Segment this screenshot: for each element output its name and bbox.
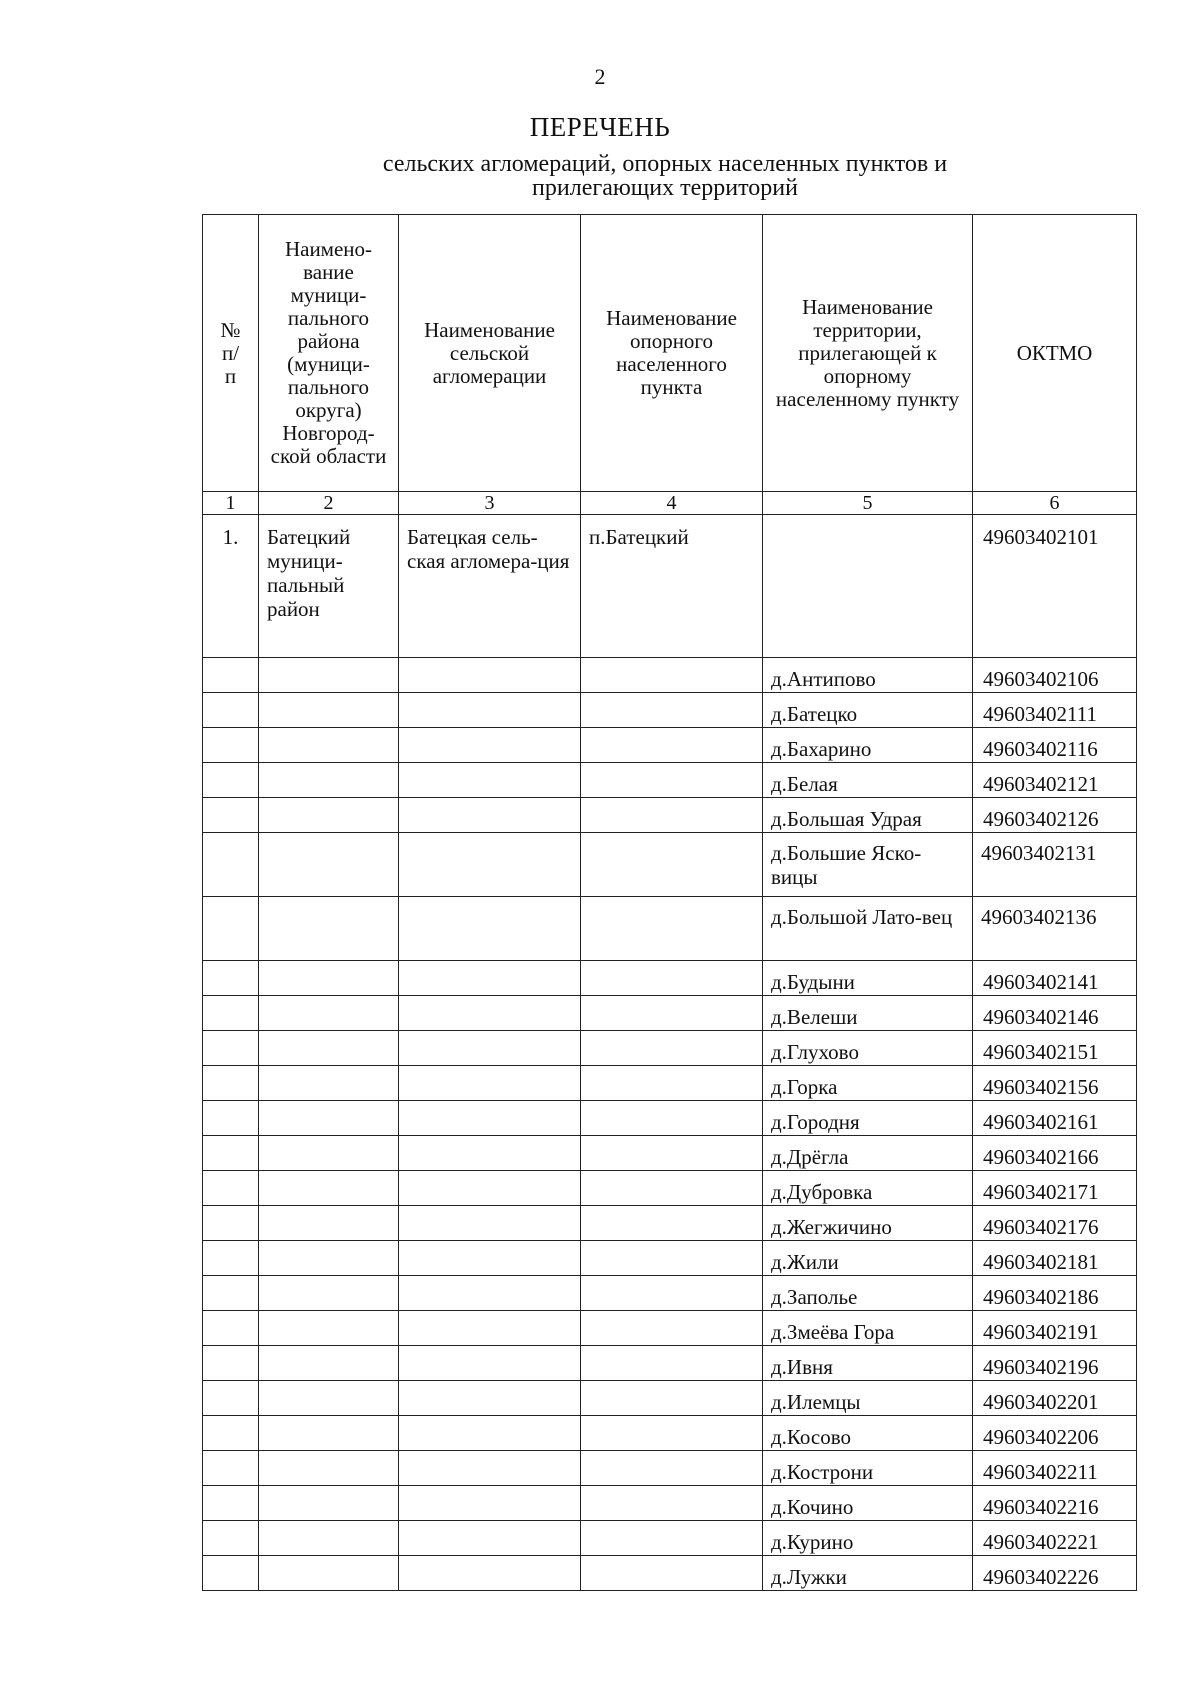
table-row xyxy=(203,798,1137,833)
support-point-cell xyxy=(581,833,763,897)
district-cell xyxy=(259,1346,399,1381)
row-number xyxy=(203,1416,259,1451)
territory-cell: д.Дубровка xyxy=(763,1171,973,1206)
agglomeration-cell xyxy=(399,961,581,996)
territory-cell: д.Городня xyxy=(763,1101,973,1136)
column-number: 1 xyxy=(203,492,259,515)
table-row xyxy=(203,996,1137,1031)
column-number: 5 xyxy=(763,492,973,515)
table-row xyxy=(203,1381,1137,1416)
column-number: 2 xyxy=(259,492,399,515)
header-territory: Наименование территории, прилегающей к опорному населенному пункту xyxy=(763,215,973,492)
oktmo-cell: 49603402181 xyxy=(973,1241,1137,1276)
agglomeration-cell xyxy=(399,833,581,897)
oktmo-cell: 49603402131 xyxy=(973,833,1137,897)
territory-cell: д.Глухово xyxy=(763,1031,973,1066)
row-number xyxy=(203,1171,259,1206)
territory-cell: д.Горка xyxy=(763,1066,973,1101)
oktmo-cell: 49603402201 xyxy=(973,1381,1137,1416)
agglomeration-cell xyxy=(399,1451,581,1486)
territory-cell: д.Лужки xyxy=(763,1556,973,1591)
territory-cell: д.Антипово xyxy=(763,658,973,693)
support-point-cell xyxy=(581,1311,763,1346)
support-point-cell xyxy=(581,1241,763,1276)
header-oktmo: ОКТМО xyxy=(973,215,1137,492)
territory-cell: д.Будыни xyxy=(763,961,973,996)
table-row xyxy=(203,1521,1137,1556)
table-row xyxy=(203,1486,1137,1521)
table-row xyxy=(203,728,1137,763)
oktmo-cell: 49603402106 xyxy=(973,658,1137,693)
territory-cell: д.Кочино xyxy=(763,1486,973,1521)
support-point-cell xyxy=(581,728,763,763)
oktmo-cell: 49603402196 xyxy=(973,1346,1137,1381)
territory-cell: д.Большой Лато-вец xyxy=(763,897,973,961)
header-district: Наимено-вание муници-пального района (муници-пального округа) Новгород-ской области xyxy=(259,215,399,492)
oktmo-cell: 49603402116 xyxy=(973,728,1137,763)
territory-cell: д.Ивня xyxy=(763,1346,973,1381)
territory-cell: д.Илемцы xyxy=(763,1381,973,1416)
oktmo-cell: 49603402206 xyxy=(973,1416,1137,1451)
agglomeration-cell xyxy=(399,728,581,763)
support-point-cell xyxy=(581,763,763,798)
agglomeration-cell xyxy=(399,897,581,961)
district-cell xyxy=(259,798,399,833)
table-row xyxy=(203,1416,1137,1451)
district-cell xyxy=(259,1241,399,1276)
row-number xyxy=(203,1136,259,1171)
row-number: 1. xyxy=(203,515,259,658)
table-row xyxy=(203,1031,1137,1066)
district-cell xyxy=(259,961,399,996)
agglomeration-cell xyxy=(399,1556,581,1591)
agglomeration-cell xyxy=(399,1381,581,1416)
agglomeration-cell xyxy=(399,1521,581,1556)
row-number xyxy=(203,1206,259,1241)
table-row xyxy=(203,833,1137,897)
table-header-row xyxy=(203,215,1137,492)
agglomeration-cell xyxy=(399,996,581,1031)
column-number: 4 xyxy=(581,492,763,515)
territory-cell: д.Змеёва Гора xyxy=(763,1311,973,1346)
row-number xyxy=(203,833,259,897)
table-row xyxy=(203,1276,1137,1311)
agglomeration-cell xyxy=(399,1171,581,1206)
agglomeration-table xyxy=(202,214,1137,1591)
row-number xyxy=(203,728,259,763)
agglomeration-cell xyxy=(399,1346,581,1381)
support-point-cell xyxy=(581,1136,763,1171)
support-point-cell xyxy=(581,1101,763,1136)
table-row xyxy=(203,1346,1137,1381)
agglomeration-cell xyxy=(399,1486,581,1521)
territory-cell: д.Большая Удрая xyxy=(763,798,973,833)
oktmo-cell: 49603402176 xyxy=(973,1206,1137,1241)
agglomeration-cell xyxy=(399,693,581,728)
agglomeration-cell xyxy=(399,1311,581,1346)
support-point-cell xyxy=(581,693,763,728)
territory-cell: д.Батецко xyxy=(763,693,973,728)
territory-cell: д.Курино xyxy=(763,1521,973,1556)
territory-cell: д.Белая xyxy=(763,763,973,798)
table-row xyxy=(203,1066,1137,1101)
agglomeration-cell xyxy=(399,1206,581,1241)
district-cell xyxy=(259,763,399,798)
oktmo-cell: 49603402191 xyxy=(973,1311,1137,1346)
agglomeration-cell xyxy=(399,1276,581,1311)
page-number: 2 xyxy=(594,64,606,89)
header-agglomeration: Наименование сельской агломерации xyxy=(399,215,581,492)
table-row xyxy=(203,1556,1137,1591)
table-row xyxy=(203,763,1137,798)
district-cell xyxy=(259,658,399,693)
header-number: № п/п xyxy=(203,215,259,492)
district-cell xyxy=(259,1416,399,1451)
territory-cell: д.Жегжичино xyxy=(763,1206,973,1241)
row-number xyxy=(203,1311,259,1346)
row-number xyxy=(203,1521,259,1556)
district-cell xyxy=(259,1136,399,1171)
row-number xyxy=(203,1241,259,1276)
oktmo-cell: 49603402156 xyxy=(973,1066,1137,1101)
row-number xyxy=(203,1066,259,1101)
agglomeration-cell xyxy=(399,658,581,693)
district-cell xyxy=(259,1311,399,1346)
support-point-cell xyxy=(581,1521,763,1556)
header-support-point: Наименование опорного населенного пункта xyxy=(581,215,763,492)
support-point-cell xyxy=(581,1416,763,1451)
table-row xyxy=(203,515,1137,658)
district-cell xyxy=(259,1521,399,1556)
row-number xyxy=(203,897,259,961)
support-point-cell xyxy=(581,1346,763,1381)
oktmo-cell: 49603402136 xyxy=(973,897,1137,961)
oktmo-cell: 49603402111 xyxy=(973,693,1137,728)
support-point-cell xyxy=(581,961,763,996)
column-number-row xyxy=(203,492,1137,515)
row-number xyxy=(203,1381,259,1416)
district-cell: Батецкий муници-пальный район xyxy=(259,515,399,658)
row-number xyxy=(203,1451,259,1486)
row-number xyxy=(203,658,259,693)
agglomeration-cell xyxy=(399,1066,581,1101)
oktmo-cell: 49603402221 xyxy=(973,1521,1137,1556)
territory-cell: д.Заполье xyxy=(763,1276,973,1311)
district-cell xyxy=(259,1171,399,1206)
table-row xyxy=(203,693,1137,728)
table-row xyxy=(203,1206,1137,1241)
table-row xyxy=(203,961,1137,996)
row-number xyxy=(203,798,259,833)
territory-cell: д.Жили xyxy=(763,1241,973,1276)
page-title: ПЕРЕЧЕНЬ xyxy=(529,112,671,142)
oktmo-cell: 49603402226 xyxy=(973,1556,1137,1591)
oktmo-cell: 49603402146 xyxy=(973,996,1137,1031)
agglomeration-cell xyxy=(399,1101,581,1136)
agglomeration-cell xyxy=(399,763,581,798)
table-row xyxy=(203,1136,1137,1171)
row-number xyxy=(203,763,259,798)
support-point-cell xyxy=(581,1276,763,1311)
support-point-cell xyxy=(581,1556,763,1591)
oktmo-cell: 49603402161 xyxy=(973,1101,1137,1136)
table-row xyxy=(203,1451,1137,1486)
support-point-cell: п.Батецкий xyxy=(581,515,763,658)
support-point-cell xyxy=(581,1031,763,1066)
territory-cell: д.Бахарино xyxy=(763,728,973,763)
table-row xyxy=(203,1101,1137,1136)
support-point-cell xyxy=(581,1381,763,1416)
district-cell xyxy=(259,1451,399,1486)
row-number xyxy=(203,996,259,1031)
oktmo-cell: 49603402101 xyxy=(973,515,1137,658)
subtitle-line-2: прилегающих территорий xyxy=(532,175,798,201)
district-cell xyxy=(259,1486,399,1521)
district-cell xyxy=(259,728,399,763)
agglomeration-cell xyxy=(399,798,581,833)
row-number xyxy=(203,1031,259,1066)
row-number xyxy=(203,1346,259,1381)
district-cell xyxy=(259,1276,399,1311)
support-point-cell xyxy=(581,1486,763,1521)
agglomeration-cell xyxy=(399,1031,581,1066)
agglomeration-cell xyxy=(399,1416,581,1451)
oktmo-cell: 49603402186 xyxy=(973,1276,1137,1311)
subtitle-line-1: сельских агломераций, опорных населенных пунктов и xyxy=(382,151,948,177)
territory-cell: д.Кострони xyxy=(763,1451,973,1486)
district-cell xyxy=(259,996,399,1031)
row-number xyxy=(203,1276,259,1311)
district-cell xyxy=(259,1066,399,1101)
agglomeration-cell: Батецкая сель-ская агломера-ция xyxy=(399,515,581,658)
oktmo-cell: 49603402166 xyxy=(973,1136,1137,1171)
support-point-cell xyxy=(581,1206,763,1241)
district-cell xyxy=(259,1031,399,1066)
territory-cell: д.Косово xyxy=(763,1416,973,1451)
oktmo-cell: 49603402141 xyxy=(973,961,1137,996)
agglomeration-cell xyxy=(399,1136,581,1171)
agglomeration-cell xyxy=(399,1241,581,1276)
oktmo-cell: 49603402171 xyxy=(973,1171,1137,1206)
district-cell xyxy=(259,897,399,961)
district-cell xyxy=(259,1556,399,1591)
row-number xyxy=(203,1486,259,1521)
support-point-cell xyxy=(581,1066,763,1101)
oktmo-cell: 49603402211 xyxy=(973,1451,1137,1486)
oktmo-cell: 49603402216 xyxy=(973,1486,1137,1521)
table-row xyxy=(203,1171,1137,1206)
row-number xyxy=(203,961,259,996)
support-point-cell xyxy=(581,658,763,693)
page-subtitle xyxy=(320,152,1010,200)
district-cell xyxy=(259,833,399,897)
row-number xyxy=(203,693,259,728)
oktmo-cell: 49603402151 xyxy=(973,1031,1137,1066)
oktmo-cell: 49603402126 xyxy=(973,798,1137,833)
district-cell xyxy=(259,1381,399,1416)
table-row xyxy=(203,1311,1137,1346)
support-point-cell xyxy=(581,897,763,961)
support-point-cell xyxy=(581,1171,763,1206)
table-row xyxy=(203,897,1137,961)
support-point-cell xyxy=(581,1451,763,1486)
district-cell xyxy=(259,1101,399,1136)
table-row xyxy=(203,1241,1137,1276)
support-point-cell xyxy=(581,798,763,833)
support-point-cell xyxy=(581,996,763,1031)
row-number xyxy=(203,1101,259,1136)
district-cell xyxy=(259,1206,399,1241)
column-number: 3 xyxy=(399,492,581,515)
column-number: 6 xyxy=(973,492,1137,515)
row-number xyxy=(203,1556,259,1591)
territory-cell: д.Дрёгла xyxy=(763,1136,973,1171)
territory-cell xyxy=(763,515,973,658)
territory-cell: д.Велеши xyxy=(763,996,973,1031)
table-row xyxy=(203,658,1137,693)
oktmo-cell: 49603402121 xyxy=(973,763,1137,798)
district-cell xyxy=(259,693,399,728)
territory-cell: д.Большие Яско-вицы xyxy=(763,833,973,897)
